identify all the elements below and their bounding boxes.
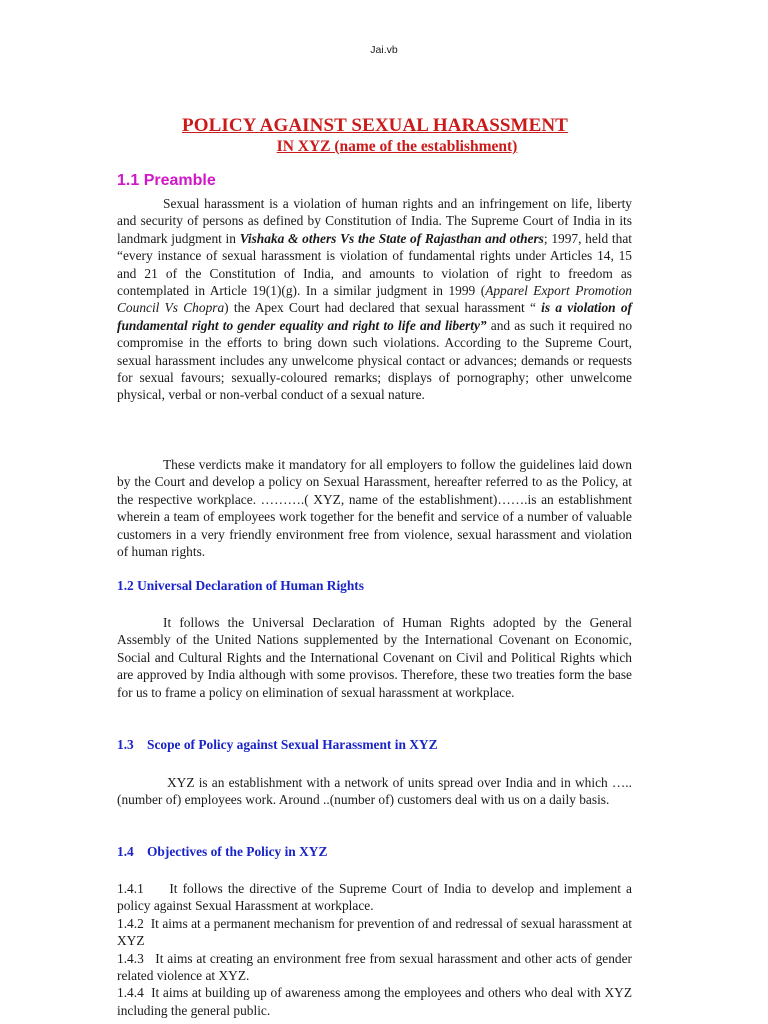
preamble-paragraph-1 <box>117 195 632 404</box>
text-run: Sexual harassment is a violation of human rights and an infringement on life, liberty and security of persons as defined by Constitution of India. The Supreme Court of India in its landmark judgment in <box>117 196 632 246</box>
section-heading-objectives <box>117 844 327 860</box>
item-number: 1.4.3 <box>117 950 144 966</box>
item-text: It follows the directive of the Supreme Court of India to develop and implement a policy against Sexual Harassment at workplace. <box>117 881 632 914</box>
text-run: ; 1997, held that “every instance of sexual harassment is violation of fundamental rights under Articles 14, 15 and 21 of the Constitution of India, and amounts to violation of right to freedom as contemplated in Article 19(1)(g). In a similar judgment in 1999 ( <box>117 230 633 299</box>
section-heading-scope <box>117 737 438 753</box>
court-quote: is a violation of fundamental right to gender equality and right to life and liberty” <box>117 300 632 333</box>
item-text: It aims at building up of awareness among the employees and others who deal with XYZ including the general public. <box>117 985 632 1018</box>
list-item <box>117 880 632 915</box>
list-item <box>117 950 632 985</box>
document-title: POLICY AGAINST SEXUAL HARASSMENT <box>182 115 568 136</box>
case-name-vishaka: Vishaka & others Vs the State of Rajasthan and others <box>239 230 544 246</box>
section-number: 1.4 <box>117 844 134 859</box>
section-heading-preamble: 1.1 Preamble <box>117 172 216 189</box>
document-subtitle: IN XYZ (name of the establishment) <box>276 138 518 155</box>
item-number: 1.4.4 <box>117 985 144 1001</box>
scope-paragraph: XYZ is an establishment with a network of units spread over India and in which …..(number of) employees work. Around ..(number of) customers deal with us on a daily basis. <box>117 775 632 808</box>
section-number: 1.3 <box>117 737 134 752</box>
preamble-paragraph-2: These verdicts make it mandatory for all employers to follow the guidelines laid down by the Court and develop a policy on Sexual Harassment, hereafter referred to as the Policy, at the respective workplace. ……….( XYZ, name of the establishment)…….is an establishment wherein a team of employees work together for the benefit and service of a number of valuable customers in a very friendly environment free from violence, sexual harassment and violation of human rights. <box>117 457 632 560</box>
list-item <box>117 915 632 950</box>
section-title: Scope of Policy against Sexual Harassment in XYZ <box>147 737 438 752</box>
item-text: It aims at a permanent mechanism for prevention of and redressal of sexual harassment at XYZ <box>117 915 632 949</box>
section-heading-udhr: 1.2 Universal Declaration of Human Rights <box>117 578 364 593</box>
section-title: Objectives of the Policy in XYZ <box>147 844 328 859</box>
objectives-list <box>117 880 632 1019</box>
page-header: Jai.vb <box>370 44 398 56</box>
item-number: 1.4.1 <box>117 881 144 896</box>
case-name-apparel: Apparel Export Promotion Council Vs Chopra <box>117 283 633 316</box>
text-run: ) the Apex Court had declared that sexual harassment “ <box>224 300 542 316</box>
item-text: It aims at creating an environment free from sexual harassment and other acts of gender related violence at XYZ. <box>117 950 632 984</box>
list-item <box>117 984 632 1019</box>
text-run: and as such it required no compromise in the efforts to bring down such violations. According to the Supreme Court, sexual harassment includes any unwelcome physical contact or advances; demands or requests for sexual favours; sexually-coloured remarks; displays of pornography; other unwelcome physical, verbal or non-verbal conduct of a sexual nature. <box>117 317 633 403</box>
udhr-paragraph: It follows the Universal Declaration of Human Rights adopted by the General Assembly of the United Nations supplemented by the International Covenant on Economic, Social and Cultural Rights and the International Covenant on Civil and Political Rights which are approved by India although with some provisos. Therefore, these two treaties form the base for us to frame a policy on elimination of sexual harassment at workplace. <box>117 615 632 700</box>
item-number: 1.4.2 <box>117 915 144 931</box>
